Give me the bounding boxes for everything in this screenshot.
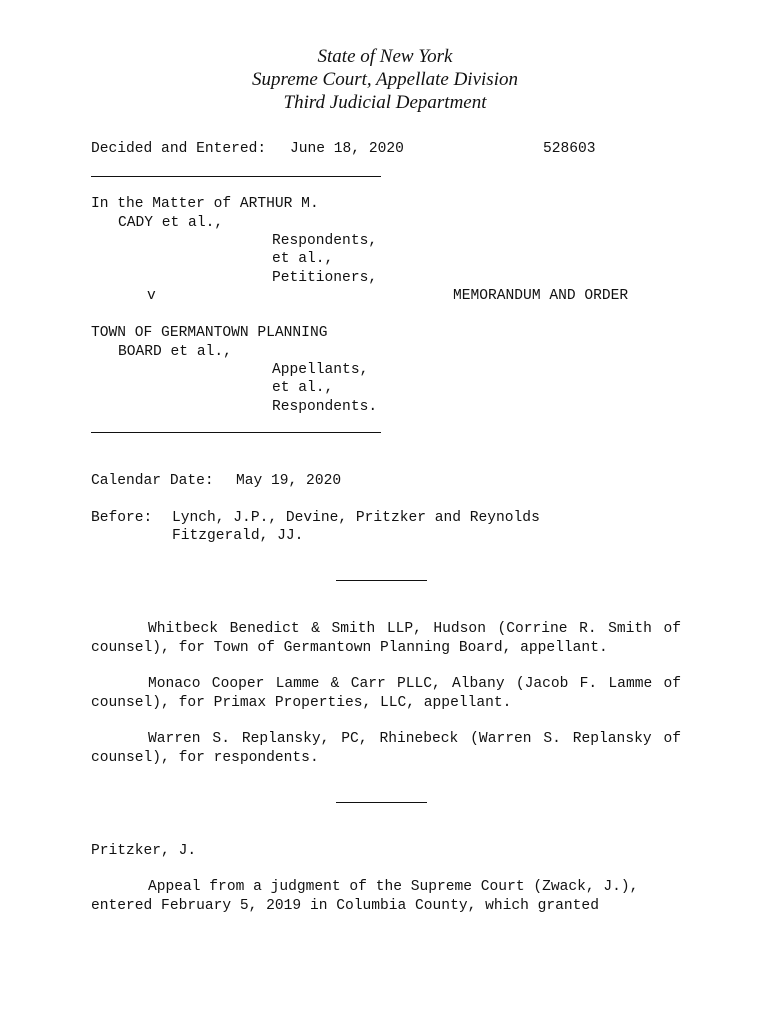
role1-line1: Respondents, — [272, 233, 378, 249]
court-state-title: State of New York — [317, 46, 453, 67]
before-label: Before: — [91, 510, 153, 526]
before-judges-line1: Lynch, J.P., Devine, Pritzker and Reynolds — [172, 510, 540, 526]
role1-line3: Petitioners, — [272, 270, 378, 286]
role1-line2: et al., — [272, 251, 334, 267]
court-division-title: Supreme Court, Appellate Division — [252, 69, 518, 90]
party1-line1: In the Matter of ARTHUR M. — [91, 196, 319, 212]
caption-top-rule — [91, 176, 381, 177]
role2-line1: Appellants, — [272, 362, 369, 378]
decided-date: June 18, 2020 — [290, 141, 404, 157]
role2-line2: et al., — [272, 380, 334, 396]
party1-line2: CADY et al., — [118, 215, 224, 231]
versus: v — [147, 288, 156, 304]
opinion-text-line1: Appeal from a judgment of the Supreme Court (Zwack, J.), — [148, 879, 639, 895]
caption-bottom-rule — [91, 432, 381, 433]
calendar-date: May 19, 2020 — [236, 473, 342, 489]
counsel-paragraph-1: Whitbeck Benedict & Smith LLP, Hudson (Corrine R. Smith of counsel), for Town of Germantown Planning Board, appellant. — [91, 621, 681, 656]
role2-line3: Respondents. — [272, 399, 378, 415]
opinion-author: Pritzker, J. — [91, 843, 197, 859]
docket-number: 528603 — [543, 141, 596, 157]
counsel-paragraph-3: Warren S. Replansky, PC, Rhinebeck (Warren S. Replansky of counsel), for respondents. — [91, 731, 681, 766]
party2-line1: TOWN OF GERMANTOWN PLANNING — [91, 325, 328, 341]
separator-rule-1 — [336, 580, 427, 581]
decided-label: Decided and Entered: — [91, 141, 267, 157]
calendar-label: Calendar Date: — [91, 473, 214, 489]
separator-rule-2 — [336, 802, 427, 803]
order-title: MEMORANDUM AND ORDER — [453, 288, 629, 304]
party2-line2: BOARD et al., — [118, 344, 232, 360]
court-department-title: Third Judicial Department — [283, 92, 487, 113]
opinion-text-line2: entered February 5, 2019 in Columbia County, which granted — [91, 898, 599, 914]
counsel-paragraph-2: Monaco Cooper Lamme & Carr PLLC, Albany (Jacob F. Lamme of counsel), for Primax Properties, LLC, appellant. — [91, 676, 681, 711]
before-judges-line2: Fitzgerald, JJ. — [172, 528, 304, 544]
